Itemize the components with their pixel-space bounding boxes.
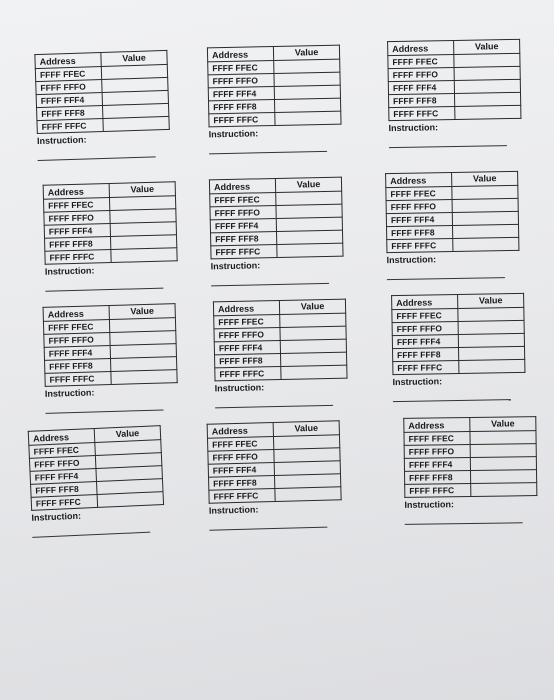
address-cell: FFFF FFEC bbox=[392, 308, 458, 322]
instruction-answer-line[interactable] bbox=[209, 527, 327, 531]
address-cell: FFFF FFFO bbox=[210, 205, 276, 219]
address-cell: FFFF FFEC bbox=[29, 443, 96, 459]
value-cell[interactable] bbox=[281, 365, 347, 379]
value-cell[interactable] bbox=[452, 211, 518, 225]
instruction-answer-line[interactable] bbox=[389, 145, 507, 148]
address-cell: FFFF FFF4 bbox=[30, 468, 97, 484]
value-cell[interactable] bbox=[97, 492, 164, 508]
instruction-answer-line[interactable] bbox=[45, 288, 163, 292]
address-cell: FFFF FFEC bbox=[210, 192, 276, 206]
memory-block-11 bbox=[207, 420, 342, 530]
address-cell: FFFF FFF8 bbox=[405, 470, 471, 484]
address-cell: FFFF FFFC bbox=[215, 366, 281, 380]
address-header: Address bbox=[213, 301, 279, 316]
address-cell: FFFF FFFC bbox=[45, 249, 111, 264]
memory-block-6 bbox=[385, 171, 519, 280]
table-row bbox=[215, 365, 347, 381]
value-cell[interactable] bbox=[452, 224, 518, 238]
memory-block-5 bbox=[209, 177, 343, 287]
address-header: Address bbox=[28, 429, 95, 446]
address-value-table bbox=[213, 299, 348, 382]
table-row bbox=[405, 483, 537, 498]
address-cell: FFFF FFF4 bbox=[386, 212, 452, 226]
address-value-table bbox=[207, 45, 342, 128]
value-header: Value bbox=[452, 171, 518, 186]
value-cell[interactable] bbox=[452, 198, 518, 212]
address-cell: FFFF FFEC bbox=[214, 314, 280, 328]
value-cell[interactable] bbox=[470, 470, 536, 484]
address-header: Address bbox=[404, 417, 470, 432]
value-cell[interactable] bbox=[454, 53, 520, 67]
table-row bbox=[387, 237, 519, 252]
value-cell[interactable] bbox=[458, 333, 524, 347]
address-value-table bbox=[209, 177, 344, 260]
value-cell[interactable] bbox=[111, 248, 177, 263]
value-cell[interactable] bbox=[471, 483, 537, 497]
instruction-answer-line[interactable] bbox=[45, 410, 163, 414]
value-cell[interactable] bbox=[277, 243, 343, 257]
memory-block-3 bbox=[387, 39, 521, 148]
value-cell[interactable] bbox=[452, 185, 518, 199]
address-cell: FFFF FFF8 bbox=[209, 99, 275, 113]
address-cell: FFFF FFEC bbox=[388, 54, 454, 68]
instruction-answer-line[interactable] bbox=[387, 277, 505, 280]
address-cell: FFFF FFFO bbox=[388, 67, 454, 81]
memory-block-4 bbox=[43, 181, 178, 291]
address-value-table bbox=[43, 303, 178, 387]
address-value-table bbox=[43, 181, 178, 264]
instruction-label: Instruction: bbox=[404, 499, 455, 510]
instruction-label: Instruction: bbox=[44, 387, 95, 399]
address-cell: FFFF FFEC bbox=[208, 437, 274, 452]
address-cell: FFFF FFF4 bbox=[44, 223, 110, 238]
value-header: Value bbox=[470, 417, 536, 432]
address-cell: FFFF FFF4 bbox=[392, 334, 458, 348]
address-cell: FFFF FFEC bbox=[404, 431, 470, 445]
address-cell: FFFF FFFC bbox=[393, 360, 459, 374]
instruction-label: Instruction: bbox=[208, 128, 259, 140]
value-header: Value bbox=[109, 304, 175, 320]
address-cell: FFFF FFFC bbox=[389, 106, 455, 120]
address-cell: FFFF FFFO bbox=[386, 199, 452, 213]
address-cell: FFFF FFF4 bbox=[36, 92, 102, 107]
address-cell: FFFF FFF8 bbox=[209, 475, 275, 490]
address-cell: FFFF FFF8 bbox=[393, 347, 459, 361]
address-header: Address bbox=[392, 294, 458, 309]
value-cell[interactable] bbox=[459, 359, 525, 373]
address-value-table bbox=[34, 50, 169, 134]
address-cell: FFFF FFFO bbox=[214, 327, 280, 341]
instruction-answer-line[interactable] bbox=[211, 283, 329, 286]
address-cell: FFFF FFF8 bbox=[215, 353, 281, 367]
value-cell[interactable] bbox=[453, 237, 519, 251]
address-cell: FFFF FFF8 bbox=[45, 236, 111, 251]
address-value-table bbox=[28, 425, 164, 511]
value-header: Value bbox=[275, 177, 341, 192]
value-header: Value bbox=[94, 426, 161, 443]
address-cell: FFFF FFFO bbox=[208, 73, 274, 87]
value-header: Value bbox=[273, 45, 339, 60]
address-header: Address bbox=[209, 179, 275, 194]
value-header: Value bbox=[454, 39, 520, 54]
address-cell: FFFF FFEC bbox=[43, 320, 109, 335]
instruction-label: Instruction: bbox=[388, 122, 439, 134]
address-header: Address bbox=[43, 306, 109, 322]
address-cell: FFFF FFF8 bbox=[211, 231, 277, 245]
value-header: Value bbox=[101, 50, 167, 66]
value-cell[interactable] bbox=[470, 457, 536, 471]
instruction-answer-line[interactable] bbox=[209, 151, 327, 154]
table-row bbox=[211, 243, 343, 259]
instruction-label: Instruction: bbox=[208, 504, 259, 516]
address-value-table bbox=[387, 39, 521, 121]
table-row bbox=[45, 248, 177, 264]
value-cell[interactable] bbox=[454, 92, 520, 106]
address-cell: FFFF FFF8 bbox=[387, 225, 453, 239]
address-header: Address bbox=[35, 53, 101, 69]
address-cell: FFFF FFFO bbox=[36, 79, 102, 94]
memory-block-10 bbox=[28, 425, 165, 538]
instruction-answer-line[interactable] bbox=[32, 532, 150, 538]
value-header: Value bbox=[273, 421, 339, 437]
address-cell: FFFF FFFC bbox=[405, 483, 471, 497]
value-header: Value bbox=[109, 182, 175, 198]
address-cell: FFFF FFEC bbox=[35, 67, 101, 82]
address-value-table bbox=[385, 171, 519, 253]
value-cell[interactable] bbox=[275, 487, 341, 502]
value-cell[interactable] bbox=[470, 444, 536, 458]
address-cell: FFFF FFFO bbox=[404, 444, 470, 458]
value-cell[interactable] bbox=[458, 307, 524, 321]
instruction-label: Instruction: bbox=[386, 254, 437, 266]
value-cell[interactable] bbox=[458, 346, 524, 360]
value-cell[interactable] bbox=[454, 66, 520, 80]
table-row bbox=[393, 359, 525, 374]
address-cell: FFFF FFFC bbox=[209, 488, 275, 503]
value-cell[interactable] bbox=[470, 431, 536, 445]
address-cell: FFFF FFFO bbox=[44, 210, 110, 225]
address-cell: FFFF FFF8 bbox=[389, 93, 455, 107]
address-cell: FFFF FFFC bbox=[209, 112, 275, 126]
address-header: Address bbox=[43, 184, 109, 200]
address-cell: FFFF FFF8 bbox=[31, 481, 98, 497]
memory-block-8 bbox=[213, 299, 347, 409]
address-header: Address bbox=[386, 172, 452, 187]
instruction-answer-line[interactable] bbox=[405, 522, 523, 525]
address-cell: FFFF FFFC bbox=[37, 118, 103, 133]
memory-block-12 bbox=[403, 416, 536, 525]
address-cell: FFFF FFEC bbox=[208, 60, 274, 74]
value-cell[interactable] bbox=[454, 79, 520, 93]
address-value-table bbox=[403, 416, 537, 498]
address-cell: FFFF FFF4 bbox=[404, 457, 470, 471]
value-header: Value bbox=[458, 293, 524, 308]
address-cell: FFFF FFF4 bbox=[44, 345, 110, 360]
instruction-label: Instruction: bbox=[36, 134, 87, 147]
address-header: Address bbox=[207, 47, 273, 62]
address-cell: FFFF FFF4 bbox=[208, 462, 274, 477]
table-row bbox=[389, 105, 521, 120]
address-header: Address bbox=[388, 40, 454, 55]
address-cell: FFFF FFF4 bbox=[214, 340, 280, 354]
memory-block-9 bbox=[391, 293, 525, 402]
address-cell: FFFF FFF4 bbox=[388, 80, 454, 94]
address-cell: FFFF FFFO bbox=[392, 321, 458, 335]
value-header: Value bbox=[279, 299, 345, 314]
address-cell: FFFF FFFO bbox=[208, 449, 274, 464]
address-cell: FFFF FFFO bbox=[44, 332, 110, 347]
instruction-label: Instruction: bbox=[214, 382, 265, 394]
table-row bbox=[209, 111, 341, 127]
instruction-label: Instruction: bbox=[31, 510, 82, 523]
value-cell[interactable] bbox=[111, 370, 177, 385]
instruction-label: Instruction: bbox=[210, 260, 261, 272]
memory-block-2 bbox=[207, 45, 341, 155]
address-cell: FFFF FFFC bbox=[31, 494, 98, 510]
address-cell: FFFF FFEC bbox=[44, 198, 110, 213]
memory-block-7 bbox=[43, 303, 178, 414]
value-cell[interactable] bbox=[103, 116, 169, 131]
address-cell: FFFF FFFO bbox=[29, 456, 96, 472]
address-cell: FFFF FFFC bbox=[45, 371, 111, 386]
address-cell: FFFF FFFC bbox=[387, 238, 453, 252]
address-header: Address bbox=[207, 423, 273, 439]
address-cell: FFFF FFF8 bbox=[45, 358, 111, 373]
instruction-label: Instruction: bbox=[392, 376, 443, 388]
value-cell[interactable] bbox=[275, 111, 341, 125]
address-cell: FFFF FFF4 bbox=[210, 218, 276, 232]
instruction-answer-line[interactable] bbox=[393, 399, 511, 402]
address-cell: FFFF FFFC bbox=[211, 244, 277, 258]
address-cell: FFFF FFF4 bbox=[208, 86, 274, 100]
instruction-label: Instruction: bbox=[44, 265, 95, 277]
instruction-answer-line[interactable] bbox=[215, 405, 333, 408]
address-value-table bbox=[391, 293, 525, 375]
address-value-table bbox=[207, 420, 342, 503]
value-cell[interactable] bbox=[455, 105, 521, 119]
address-cell: FFFF FFEC bbox=[386, 186, 452, 200]
table-row bbox=[209, 487, 341, 503]
value-cell[interactable] bbox=[458, 320, 524, 334]
address-cell: FFFF FFF8 bbox=[37, 105, 103, 120]
instruction-answer-line[interactable] bbox=[38, 156, 156, 161]
memory-block-1 bbox=[34, 50, 169, 161]
